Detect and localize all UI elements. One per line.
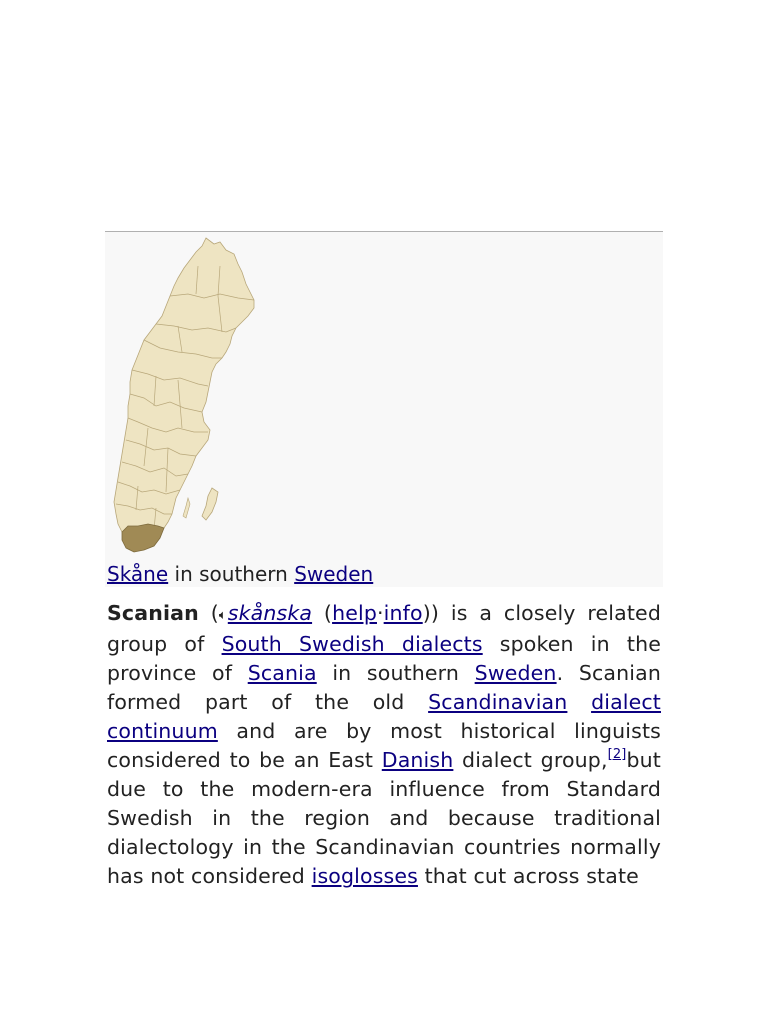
link-info[interactable]: info <box>383 601 423 625</box>
link-sweden[interactable]: Sweden <box>474 661 557 685</box>
link-isoglosses[interactable]: isoglosses <box>311 864 418 888</box>
infobox <box>105 231 663 587</box>
map-caption <box>107 560 373 588</box>
speaker-icon[interactable]: 🔈︎ <box>218 608 227 623</box>
sweden-map[interactable] <box>108 236 258 558</box>
caption-text: in southern <box>168 562 295 586</box>
link-help[interactable]: help <box>332 601 377 625</box>
link-skane[interactable]: Skåne <box>107 562 169 586</box>
article-term: Scanian <box>107 601 199 625</box>
link-south-swedish-dialects[interactable]: South Swedish dialects <box>221 632 483 656</box>
link-dialect-continuum[interactable]: dialect continuum <box>107 690 661 743</box>
oland-island <box>183 498 190 518</box>
link-scania[interactable]: Scania <box>247 661 317 685</box>
skane-region-highlight[interactable] <box>122 524 164 552</box>
link-danish[interactable]: Danish <box>381 748 454 772</box>
link-scandinavian[interactable]: Scandinavian <box>428 690 568 714</box>
link-skanska[interactable]: skånska <box>227 601 313 625</box>
sweden-landmass <box>114 238 254 536</box>
article-paragraph: Scanian (🔈︎skånska (help·info)) is a closely related group of South Swedish dialects spoken in the province of Scania in southern Sweden. Scanian formed part of the old Scandinavian dialect continuum and are by most historical linguists considered to be an East Danish dialect group,[2]but due to the modern-era influence from Standard Swedish in the region and because traditional dialectology in the Scandinavian countries normally has not considered isoglosses that cut across state <box>107 601 661 888</box>
gotland-island <box>202 488 218 520</box>
reference-link[interactable]: [2] <box>607 747 627 762</box>
link-sweden-caption[interactable]: Sweden <box>294 562 374 586</box>
